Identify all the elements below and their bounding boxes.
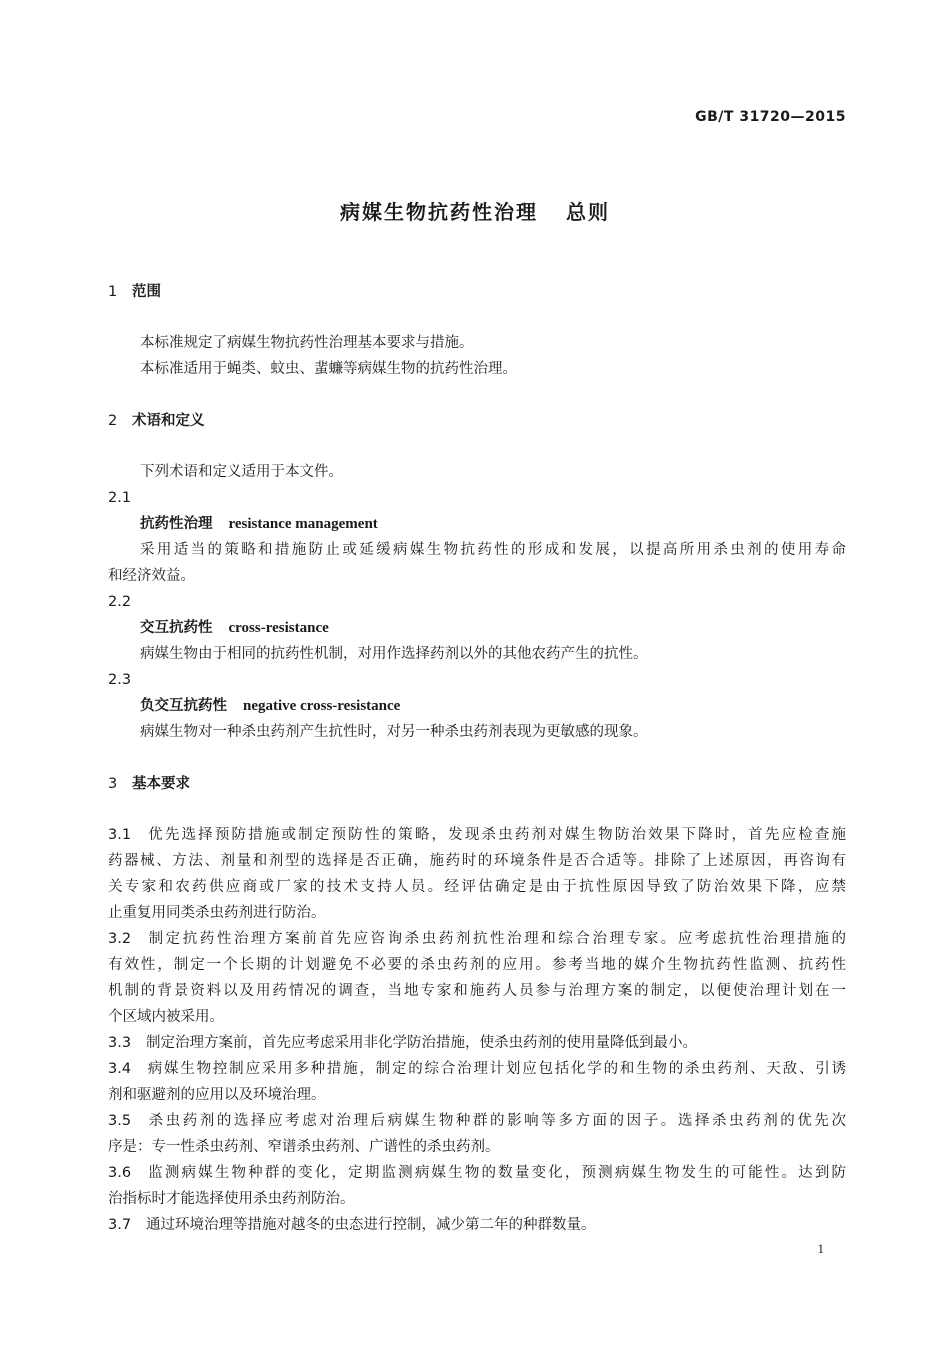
clause-3-2-line-3: 机制的背景资料以及用药情况的调查，当地专家和施药人员参与治理方案的制定，以便使治理计划在一: [108, 983, 846, 999]
clause-3-6-line-2: 治指标时才能选择使用杀虫药剂防治。: [108, 1191, 355, 1207]
term-2-3-def: 病媒生物对一种杀虫药剂产生抗性时，对另一种杀虫药剂表现为更敏感的现象。: [140, 724, 648, 740]
term-2-1-number: 2.1: [108, 490, 132, 506]
term-2-2: 交互抗药性 cross-resistance: [140, 619, 329, 636]
clause-3-6-line-1: 3.6 监测病媒生物种群的变化，定期监测病媒生物的数量变化，预测病媒生物发生的可能性。达到防: [108, 1165, 846, 1181]
term-2-1-def-line-2: 和经济效益。: [108, 568, 195, 584]
term-2-2-def: 病媒生物由于相同的抗药性机制，对用作选择药剂以外的其他农药产生的抗性。: [140, 646, 648, 662]
clause-3-1-line-2: 药器械、方法、剂量和剂型的选择是否正确，施药时的环境条件是否合适等。排除了上述原因，再咨询有: [108, 853, 846, 869]
term-2-1-def-line-1: 采用适当的策略和措施防止或延缓病媒生物抗药性的形成和发展，以提高所用杀虫剂的使用寿命: [140, 542, 846, 558]
title-main: 病媒生物抗药性治理: [340, 200, 538, 224]
clause-3-5-line-2: 序是：专一性杀虫药剂、窄谱杀虫药剂、广谱性的杀虫药剂。: [108, 1139, 500, 1155]
s1-paragraph-2: 本标准适用于蝇类、蚊虫、蜚蠊等病媒生物的抗药性治理。: [140, 361, 517, 377]
standard-code: GB/T 31720—2015: [695, 109, 846, 125]
s2-intro: 下列术语和定义适用于本文件。: [140, 464, 343, 480]
section-2-heading: 2 术语和定义: [108, 413, 205, 429]
term-2-3: 负交互抗药性 negative cross-resistance: [140, 697, 401, 714]
clause-3-4-line-2: 剂和驱避剂的应用以及环境治理。: [108, 1087, 326, 1103]
section-1-heading: 1 范围: [108, 284, 161, 300]
clause-3-3-line-1: 3.3 制定治理方案前，首先应考虑采用非化学防治措施，使杀虫药剂的使用量降低到最小。: [108, 1035, 697, 1051]
clause-3-2-line-4: 个区域内被采用。: [108, 1009, 224, 1025]
clause-3-2-line-2: 有效性，制定一个长期的计划避免不必要的杀虫药剂的应用。参考当地的媒介生物抗药性监测、抗药性: [108, 957, 846, 973]
clause-3-1-line-4: 止重复用同类杀虫药剂进行防治。: [108, 905, 326, 921]
clause-3-1-line-1: 3.1 优先选择预防措施或制定预防性的策略，发现杀虫药剂对媒生物防治效果下降时，首先应检查施: [108, 827, 846, 843]
clause-3-7-line-1: 3.7 通过环境治理等措施对越冬的虫态进行控制，减少第二年的种群数量。: [108, 1217, 596, 1233]
clause-3-5-line-1: 3.5 杀虫药剂的选择应考虑对治理后病媒生物种群的影响等多方面的因子。选择杀虫药剂的优先次: [108, 1113, 846, 1129]
title-sub: 总则: [566, 200, 610, 224]
clause-3-1-line-3: 关专家和农药供应商或厂家的技术支持人员。经评估确定是由于抗性原因导致了防治效果下降，应禁: [108, 879, 846, 895]
term-2-1: 抗药性治理 resistance management: [140, 515, 378, 532]
term-2-2-number: 2.2: [108, 594, 132, 610]
document-title: [0, 196, 950, 225]
s1-paragraph-1: 本标准规定了病媒生物抗药性治理基本要求与措施。: [140, 335, 474, 351]
section-3-heading: 3 基本要求: [108, 776, 190, 792]
clause-3-4-line-1: 3.4 病媒生物控制应采用多种措施，制定的综合治理计划应包括化学的和生物的杀虫药剂、天敌、引诱: [108, 1061, 846, 1077]
term-2-3-number: 2.3: [108, 672, 132, 688]
clause-3-2-line-1: 3.2 制定抗药性治理方案前首先应咨询杀虫药剂抗性治理和综合治理专家。应考虑抗性治理措施的: [108, 931, 846, 947]
page-number: 1: [817, 1241, 824, 1256]
